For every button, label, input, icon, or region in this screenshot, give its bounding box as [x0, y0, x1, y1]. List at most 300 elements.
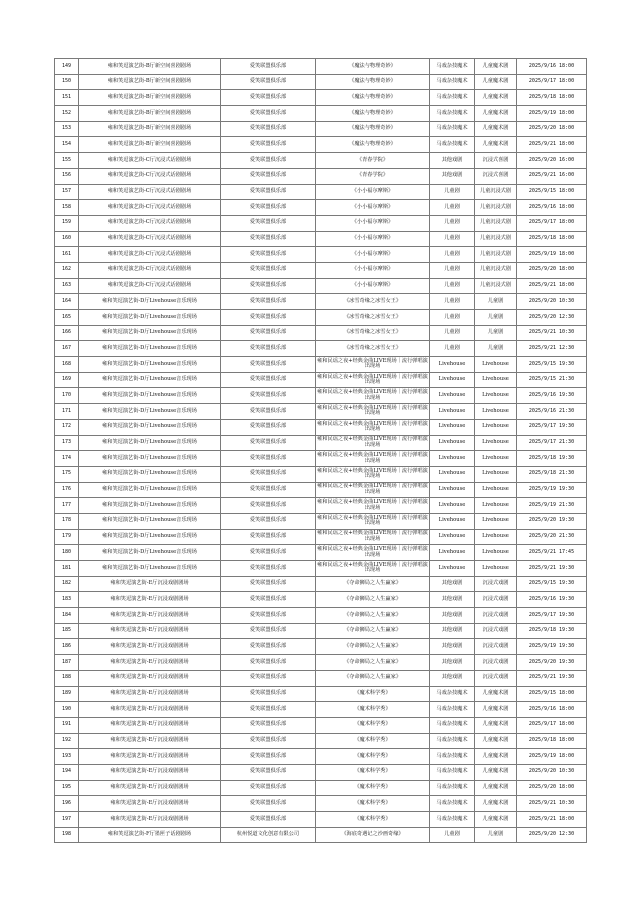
showtime-cell: 2025/9/21 17:45 — [517, 545, 587, 561]
table-row — [55, 215, 587, 231]
show-title-cell: 《魔术科学秀》 — [316, 780, 430, 796]
organizer-cell: 爱笑联盟俱乐部 — [221, 592, 316, 608]
showtime-cell: 2025/9/19 18:00 — [517, 247, 587, 263]
performance-schedule-table — [54, 58, 587, 843]
subcategory-cell: 儿童剧 — [475, 325, 517, 341]
venue-cell: 雍和笑逗演艺街-B厅新空间喜剧剧场 — [79, 59, 221, 75]
venue-cell: 雍和笑逗演艺街-E厅沉浸戏剧剧场 — [79, 780, 221, 796]
row-number-cell: 186 — [55, 639, 79, 655]
table-row — [55, 670, 587, 686]
table-row — [55, 717, 587, 733]
table-row — [55, 529, 587, 545]
showtime-cell: 2025/9/21 19:30 — [517, 561, 587, 577]
show-title-cell: 雍和民谣之夜+经典金曲LIVE现场｜流行弹唱演出现场 — [316, 529, 430, 545]
organizer-cell: 爱笑联盟俱乐部 — [221, 137, 316, 153]
category-cell: 其他戏剧 — [430, 592, 475, 608]
row-number-cell: 191 — [55, 717, 79, 733]
category-cell: 马戏杂技魔术 — [430, 106, 475, 122]
venue-cell: 雍和笑逗演艺街-E厅沉浸戏剧剧场 — [79, 749, 221, 765]
table-row — [55, 106, 587, 122]
table-row — [55, 59, 587, 75]
subcategory-cell: Livehouse — [475, 419, 517, 435]
category-cell: 其他戏剧 — [430, 576, 475, 592]
organizer-cell: 爱笑联盟俱乐部 — [221, 215, 316, 231]
category-cell: 其他戏剧 — [430, 670, 475, 686]
showtime-cell: 2025/9/20 19:30 — [517, 655, 587, 671]
category-cell: Livehouse — [430, 419, 475, 435]
showtime-cell: 2025/9/15 19:30 — [517, 576, 587, 592]
venue-cell: 雍和笑逗演艺街-D厅Livehouse音乐现场 — [79, 341, 221, 357]
table-row — [55, 231, 587, 247]
show-title-cell: 《小小福尔摩斯》 — [316, 184, 430, 200]
subcategory-cell: Livehouse — [475, 404, 517, 420]
organizer-cell: 爱笑联盟俱乐部 — [221, 90, 316, 106]
showtime-cell: 2025/9/18 19:30 — [517, 623, 587, 639]
venue-cell: 雍和笑逗演艺街-B厅新空间喜剧剧场 — [79, 74, 221, 90]
organizer-cell: 爱笑联盟俱乐部 — [221, 357, 316, 373]
category-cell: 儿童剧 — [430, 325, 475, 341]
table-row — [55, 310, 587, 326]
table-row — [55, 341, 587, 357]
subcategory-cell: 沉浸式喜剧 — [475, 168, 517, 184]
subcategory-cell: 沉浸式戏剧 — [475, 608, 517, 624]
show-title-cell: 雍和民谣之夜+经典金曲LIVE现场｜流行弹唱演出现场 — [316, 561, 430, 577]
organizer-cell: 爱笑联盟俱乐部 — [221, 372, 316, 388]
subcategory-cell: Livehouse — [475, 513, 517, 529]
category-cell: 马戏杂技魔术 — [430, 702, 475, 718]
organizer-cell: 爱笑联盟俱乐部 — [221, 498, 316, 514]
row-number-cell: 183 — [55, 592, 79, 608]
table-row — [55, 278, 587, 294]
show-title-cell: 《魔法与物理奇妙》 — [316, 74, 430, 90]
showtime-cell: 2025/9/18 21:30 — [517, 466, 587, 482]
row-number-cell: 176 — [55, 482, 79, 498]
showtime-cell: 2025/9/16 18:00 — [517, 200, 587, 216]
row-number-cell: 178 — [55, 513, 79, 529]
organizer-cell: 爱笑联盟俱乐部 — [221, 121, 316, 137]
row-number-cell: 164 — [55, 294, 79, 310]
organizer-cell: 爱笑联盟俱乐部 — [221, 670, 316, 686]
organizer-cell: 爱笑联盟俱乐部 — [221, 482, 316, 498]
category-cell: Livehouse — [430, 404, 475, 420]
table-row — [55, 482, 587, 498]
organizer-cell: 爱笑联盟俱乐部 — [221, 764, 316, 780]
showtime-cell: 2025/9/20 10:30 — [517, 764, 587, 780]
table-row — [55, 121, 587, 137]
subcategory-cell: Livehouse — [475, 451, 517, 467]
category-cell: 其他戏剧 — [430, 153, 475, 169]
venue-cell: 雍和笑逗演艺街-E厅沉浸戏剧剧场 — [79, 812, 221, 828]
organizer-cell: 爱笑联盟俱乐部 — [221, 686, 316, 702]
show-title-cell: 《夺命狮局之人生赢家》 — [316, 576, 430, 592]
category-cell: Livehouse — [430, 435, 475, 451]
category-cell: Livehouse — [430, 513, 475, 529]
organizer-cell: 爱笑联盟俱乐部 — [221, 608, 316, 624]
showtime-cell: 2025/9/16 19:30 — [517, 592, 587, 608]
organizer-cell: 爱笑联盟俱乐部 — [221, 341, 316, 357]
showtime-cell: 2025/9/16 19:30 — [517, 388, 587, 404]
show-title-cell: 《青春学院》 — [316, 153, 430, 169]
table-row — [55, 702, 587, 718]
category-cell: 马戏杂技魔术 — [430, 121, 475, 137]
category-cell: 马戏杂技魔术 — [430, 733, 475, 749]
table-row — [55, 561, 587, 577]
organizer-cell: 爱笑联盟俱乐部 — [221, 200, 316, 216]
organizer-cell: 爱笑联盟俱乐部 — [221, 639, 316, 655]
row-number-cell: 184 — [55, 608, 79, 624]
category-cell: Livehouse — [430, 482, 475, 498]
show-title-cell: 《魔术科学秀》 — [316, 686, 430, 702]
organizer-cell: 爱笑联盟俱乐部 — [221, 153, 316, 169]
row-number-cell: 166 — [55, 325, 79, 341]
table-row — [55, 200, 587, 216]
organizer-cell: 爱笑联盟俱乐部 — [221, 262, 316, 278]
category-cell: 马戏杂技魔术 — [430, 780, 475, 796]
category-cell: Livehouse — [430, 561, 475, 577]
show-title-cell: 《小小福尔摩斯》 — [316, 215, 430, 231]
subcategory-cell: 儿童沉浸式剧 — [475, 184, 517, 200]
row-number-cell: 160 — [55, 231, 79, 247]
venue-cell: 雍和笑逗演艺街-D厅Livehouse音乐现场 — [79, 529, 221, 545]
subcategory-cell: 沉浸式戏剧 — [475, 592, 517, 608]
venue-cell: 雍和笑逗演艺街-C厅沉浸式话剧剧场 — [79, 153, 221, 169]
show-title-cell: 《冰雪奇缘之冰雪女王》 — [316, 341, 430, 357]
venue-cell: 雍和笑逗演艺街-D厅Livehouse音乐现场 — [79, 435, 221, 451]
table-row — [55, 576, 587, 592]
table-row — [55, 812, 587, 828]
organizer-cell: 爱笑联盟俱乐部 — [221, 466, 316, 482]
showtime-cell: 2025/9/18 18:00 — [517, 733, 587, 749]
organizer-cell: 爱笑联盟俱乐部 — [221, 74, 316, 90]
venue-cell: 雍和笑逗演艺街-D厅Livehouse音乐现场 — [79, 451, 221, 467]
subcategory-cell: Livehouse — [475, 357, 517, 373]
showtime-cell: 2025/9/19 18:00 — [517, 749, 587, 765]
show-title-cell: 《小小福尔摩斯》 — [316, 247, 430, 263]
organizer-cell: 杭州悦道文化创意有限公司 — [221, 827, 316, 843]
organizer-cell: 爱笑联盟俱乐部 — [221, 106, 316, 122]
show-title-cell: 《冰雪奇缘之冰雪女王》 — [316, 310, 430, 326]
organizer-cell: 爱笑联盟俱乐部 — [221, 404, 316, 420]
show-title-cell: 雍和民谣之夜+经典金曲LIVE现场｜流行弹唱演出现场 — [316, 482, 430, 498]
show-title-cell: 雍和民谣之夜+经典金曲LIVE现场｜流行弹唱演出现场 — [316, 419, 430, 435]
row-number-cell: 188 — [55, 670, 79, 686]
row-number-cell: 196 — [55, 796, 79, 812]
showtime-cell: 2025/9/19 19:30 — [517, 639, 587, 655]
row-number-cell: 154 — [55, 137, 79, 153]
category-cell: 其他戏剧 — [430, 639, 475, 655]
showtime-cell: 2025/9/15 19:30 — [517, 357, 587, 373]
venue-cell: 雍和笑逗演艺街-C厅沉浸式话剧剧场 — [79, 184, 221, 200]
table-row — [55, 262, 587, 278]
row-number-cell: 155 — [55, 153, 79, 169]
showtime-cell: 2025/9/20 18:00 — [517, 121, 587, 137]
row-number-cell: 163 — [55, 278, 79, 294]
row-number-cell: 185 — [55, 623, 79, 639]
showtime-cell: 2025/9/20 12:30 — [517, 827, 587, 843]
showtime-cell: 2025/9/17 18:00 — [517, 74, 587, 90]
show-title-cell: 《夺命狮局之人生赢家》 — [316, 655, 430, 671]
organizer-cell: 爱笑联盟俱乐部 — [221, 231, 316, 247]
category-cell: 马戏杂技魔术 — [430, 686, 475, 702]
venue-cell: 雍和笑逗演艺街-B厅新空间喜剧剧场 — [79, 106, 221, 122]
show-title-cell: 雍和民谣之夜+经典金曲LIVE现场｜流行弹唱演出现场 — [316, 388, 430, 404]
table-row — [55, 780, 587, 796]
subcategory-cell: 儿童魔术剧 — [475, 121, 517, 137]
row-number-cell: 169 — [55, 372, 79, 388]
venue-cell: 雍和笑逗演艺街-E厅沉浸戏剧剧场 — [79, 796, 221, 812]
showtime-cell: 2025/9/21 16:00 — [517, 168, 587, 184]
subcategory-cell: 儿童魔术剧 — [475, 59, 517, 75]
showtime-cell: 2025/9/18 19:30 — [517, 451, 587, 467]
category-cell: 儿童剧 — [430, 294, 475, 310]
showtime-cell: 2025/9/20 12:30 — [517, 310, 587, 326]
table-row — [55, 435, 587, 451]
table-row — [55, 404, 587, 420]
row-number-cell: 182 — [55, 576, 79, 592]
venue-cell: 雍和笑逗演艺街-D厅Livehouse音乐现场 — [79, 404, 221, 420]
venue-cell: 雍和笑逗演艺街-D厅Livehouse音乐现场 — [79, 388, 221, 404]
category-cell: 马戏杂技魔术 — [430, 137, 475, 153]
subcategory-cell: 沉浸式戏剧 — [475, 639, 517, 655]
row-number-cell: 167 — [55, 341, 79, 357]
row-number-cell: 181 — [55, 561, 79, 577]
category-cell: 马戏杂技魔术 — [430, 764, 475, 780]
venue-cell: 雍和笑逗演艺街-C厅沉浸式话剧剧场 — [79, 231, 221, 247]
subcategory-cell: 儿童魔术剧 — [475, 137, 517, 153]
show-title-cell: 《夺命狮局之人生赢家》 — [316, 592, 430, 608]
showtime-cell: 2025/9/19 21:30 — [517, 498, 587, 514]
category-cell: Livehouse — [430, 451, 475, 467]
show-title-cell: 《魔术科学秀》 — [316, 733, 430, 749]
show-title-cell: 《魔法与物理奇妙》 — [316, 90, 430, 106]
subcategory-cell: 儿童沉浸式剧 — [475, 278, 517, 294]
row-number-cell: 153 — [55, 121, 79, 137]
category-cell: Livehouse — [430, 466, 475, 482]
subcategory-cell: 儿童魔术剧 — [475, 796, 517, 812]
row-number-cell: 177 — [55, 498, 79, 514]
organizer-cell: 爱笑联盟俱乐部 — [221, 749, 316, 765]
row-number-cell: 157 — [55, 184, 79, 200]
venue-cell: 雍和笑逗演艺街-E厅沉浸戏剧剧场 — [79, 576, 221, 592]
show-title-cell: 《夺命狮局之人生赢家》 — [316, 670, 430, 686]
subcategory-cell: 儿童魔术剧 — [475, 749, 517, 765]
organizer-cell: 爱笑联盟俱乐部 — [221, 702, 316, 718]
category-cell: 儿童剧 — [430, 184, 475, 200]
venue-cell: 雍和笑逗演艺街-C厅沉浸式话剧剧场 — [79, 168, 221, 184]
showtime-cell: 2025/9/21 18:00 — [517, 137, 587, 153]
venue-cell: 雍和笑逗演艺街-E厅沉浸戏剧剧场 — [79, 733, 221, 749]
show-title-cell: 《魔法与物理奇妙》 — [316, 121, 430, 137]
table-row — [55, 545, 587, 561]
subcategory-cell: 儿童魔术剧 — [475, 812, 517, 828]
row-number-cell: 179 — [55, 529, 79, 545]
venue-cell: 雍和笑逗演艺街-C厅沉浸式话剧剧场 — [79, 215, 221, 231]
row-number-cell: 168 — [55, 357, 79, 373]
showtime-cell: 2025/9/21 18:00 — [517, 278, 587, 294]
organizer-cell: 爱笑联盟俱乐部 — [221, 278, 316, 294]
row-number-cell: 173 — [55, 435, 79, 451]
table-row — [55, 153, 587, 169]
row-number-cell: 151 — [55, 90, 79, 106]
showtime-cell: 2025/9/20 10:30 — [517, 294, 587, 310]
organizer-cell: 爱笑联盟俱乐部 — [221, 545, 316, 561]
venue-cell: 雍和笑逗演艺街-E厅沉浸戏剧剧场 — [79, 592, 221, 608]
venue-cell: 雍和笑逗演艺街-D厅Livehouse音乐现场 — [79, 310, 221, 326]
organizer-cell: 爱笑联盟俱乐部 — [221, 451, 316, 467]
organizer-cell: 爱笑联盟俱乐部 — [221, 529, 316, 545]
organizer-cell: 爱笑联盟俱乐部 — [221, 812, 316, 828]
show-title-cell: 《魔法与物理奇妙》 — [316, 59, 430, 75]
table-row — [55, 184, 587, 200]
show-title-cell: 《魔法与物理奇妙》 — [316, 106, 430, 122]
show-title-cell: 《小小福尔摩斯》 — [316, 262, 430, 278]
organizer-cell: 爱笑联盟俱乐部 — [221, 796, 316, 812]
venue-cell: 雍和笑逗演艺街-B厅新空间喜剧剧场 — [79, 121, 221, 137]
subcategory-cell: 沉浸式喜剧 — [475, 153, 517, 169]
show-title-cell: 《魔术科学秀》 — [316, 764, 430, 780]
show-title-cell: 《魔法与物理奇妙》 — [316, 137, 430, 153]
showtime-cell: 2025/9/16 18:00 — [517, 59, 587, 75]
category-cell: Livehouse — [430, 388, 475, 404]
row-number-cell: 162 — [55, 262, 79, 278]
table-row — [55, 372, 587, 388]
category-cell: 儿童剧 — [430, 231, 475, 247]
showtime-cell: 2025/9/16 18:00 — [517, 702, 587, 718]
show-title-cell: 《冰雪奇缘之冰雪女王》 — [316, 325, 430, 341]
venue-cell: 雍和笑逗演艺街-D厅Livehouse音乐现场 — [79, 482, 221, 498]
table-row — [55, 357, 587, 373]
category-cell: Livehouse — [430, 372, 475, 388]
organizer-cell: 爱笑联盟俱乐部 — [221, 247, 316, 263]
venue-cell: 雍和笑逗演艺街-C厅沉浸式话剧剧场 — [79, 247, 221, 263]
row-number-cell: 194 — [55, 764, 79, 780]
venue-cell: 雍和笑逗演艺街-B厅新空间喜剧剧场 — [79, 90, 221, 106]
show-title-cell: 雍和民谣之夜+经典金曲LIVE现场｜流行弹唱演出现场 — [316, 372, 430, 388]
organizer-cell: 爱笑联盟俱乐部 — [221, 561, 316, 577]
organizer-cell: 爱笑联盟俱乐部 — [221, 168, 316, 184]
venue-cell: 雍和笑逗演艺街-D厅Livehouse音乐现场 — [79, 466, 221, 482]
row-number-cell: 159 — [55, 215, 79, 231]
category-cell: 儿童剧 — [430, 310, 475, 326]
showtime-cell: 2025/9/20 18:00 — [517, 780, 587, 796]
subcategory-cell: 儿童剧 — [475, 341, 517, 357]
row-number-cell: 198 — [55, 827, 79, 843]
row-number-cell: 165 — [55, 310, 79, 326]
row-number-cell: 170 — [55, 388, 79, 404]
table-row — [55, 827, 587, 843]
showtime-cell: 2025/9/21 10:30 — [517, 796, 587, 812]
category-cell: 儿童剧 — [430, 262, 475, 278]
subcategory-cell: 沉浸式戏剧 — [475, 623, 517, 639]
table-row — [55, 796, 587, 812]
venue-cell: 雍和笑逗演艺街-C厅沉浸式话剧剧场 — [79, 200, 221, 216]
category-cell: Livehouse — [430, 357, 475, 373]
subcategory-cell: Livehouse — [475, 498, 517, 514]
subcategory-cell: 儿童魔术剧 — [475, 702, 517, 718]
venue-cell: 雍和笑逗演艺街-D厅Livehouse音乐现场 — [79, 561, 221, 577]
row-number-cell: 152 — [55, 106, 79, 122]
table-row — [55, 74, 587, 90]
show-title-cell: 《夺命狮局之人生赢家》 — [316, 639, 430, 655]
organizer-cell: 爱笑联盟俱乐部 — [221, 419, 316, 435]
category-cell: 马戏杂技魔术 — [430, 749, 475, 765]
showtime-cell: 2025/9/18 18:00 — [517, 90, 587, 106]
category-cell: 儿童剧 — [430, 278, 475, 294]
category-cell: Livehouse — [430, 545, 475, 561]
subcategory-cell: 儿童沉浸式剧 — [475, 215, 517, 231]
show-title-cell: 《魔术科学秀》 — [316, 749, 430, 765]
showtime-cell: 2025/9/20 19:30 — [517, 513, 587, 529]
table-row — [55, 655, 587, 671]
venue-cell: 雍和笑逗演艺街-D厅Livehouse音乐现场 — [79, 513, 221, 529]
row-number-cell: 180 — [55, 545, 79, 561]
category-cell: 马戏杂技魔术 — [430, 90, 475, 106]
organizer-cell: 爱笑联盟俱乐部 — [221, 184, 316, 200]
showtime-cell: 2025/9/17 18:00 — [517, 215, 587, 231]
showtime-cell: 2025/9/20 21:30 — [517, 529, 587, 545]
table-row — [55, 686, 587, 702]
show-title-cell: 《小小福尔摩斯》 — [316, 231, 430, 247]
category-cell: Livehouse — [430, 529, 475, 545]
subcategory-cell: 儿童魔术剧 — [475, 733, 517, 749]
row-number-cell: 175 — [55, 466, 79, 482]
row-number-cell: 192 — [55, 733, 79, 749]
subcategory-cell: 儿童剧 — [475, 294, 517, 310]
subcategory-cell: 儿童剧 — [475, 827, 517, 843]
category-cell: 儿童剧 — [430, 215, 475, 231]
show-title-cell: 雍和民谣之夜+经典金曲LIVE现场｜流行弹唱演出现场 — [316, 451, 430, 467]
organizer-cell: 爱笑联盟俱乐部 — [221, 59, 316, 75]
organizer-cell: 爱笑联盟俱乐部 — [221, 294, 316, 310]
table-row — [55, 749, 587, 765]
venue-cell: 雍和笑逗演艺街-C厅沉浸式话剧剧场 — [79, 278, 221, 294]
subcategory-cell: 儿童魔术剧 — [475, 74, 517, 90]
organizer-cell: 爱笑联盟俱乐部 — [221, 513, 316, 529]
row-number-cell: 193 — [55, 749, 79, 765]
showtime-cell: 2025/9/17 21:30 — [517, 435, 587, 451]
show-title-cell: 雍和民谣之夜+经典金曲LIVE现场｜流行弹唱演出现场 — [316, 404, 430, 420]
venue-cell: 雍和笑逗演艺街-B厅新空间喜剧剧场 — [79, 137, 221, 153]
row-number-cell: 174 — [55, 451, 79, 467]
subcategory-cell: 儿童魔术剧 — [475, 106, 517, 122]
organizer-cell: 爱笑联盟俱乐部 — [221, 780, 316, 796]
category-cell: 马戏杂技魔术 — [430, 74, 475, 90]
show-title-cell: 《魔术科学秀》 — [316, 702, 430, 718]
venue-cell: 雍和笑逗演艺街-D厅Livehouse音乐现场 — [79, 419, 221, 435]
table-body — [55, 59, 587, 843]
row-number-cell: 161 — [55, 247, 79, 263]
venue-cell: 雍和笑逗演艺街-E厅沉浸戏剧剧场 — [79, 717, 221, 733]
showtime-cell: 2025/9/19 18:00 — [517, 106, 587, 122]
table-row — [55, 294, 587, 310]
subcategory-cell: 儿童魔术剧 — [475, 90, 517, 106]
category-cell: 马戏杂技魔术 — [430, 796, 475, 812]
table-row — [55, 608, 587, 624]
subcategory-cell: 儿童魔术剧 — [475, 764, 517, 780]
category-cell: 其他戏剧 — [430, 623, 475, 639]
subcategory-cell: Livehouse — [475, 466, 517, 482]
show-title-cell: 《青春学院》 — [316, 168, 430, 184]
show-title-cell: 《海底奇遇记之沙画奇缘》 — [316, 827, 430, 843]
organizer-cell: 爱笑联盟俱乐部 — [221, 717, 316, 733]
subcategory-cell: 儿童沉浸式剧 — [475, 200, 517, 216]
category-cell: 其他戏剧 — [430, 168, 475, 184]
category-cell: 马戏杂技魔术 — [430, 812, 475, 828]
venue-cell: 雍和笑逗演艺街-E厅沉浸戏剧剧场 — [79, 608, 221, 624]
table-row — [55, 451, 587, 467]
row-number-cell: 195 — [55, 780, 79, 796]
showtime-cell: 2025/9/21 19:30 — [517, 670, 587, 686]
